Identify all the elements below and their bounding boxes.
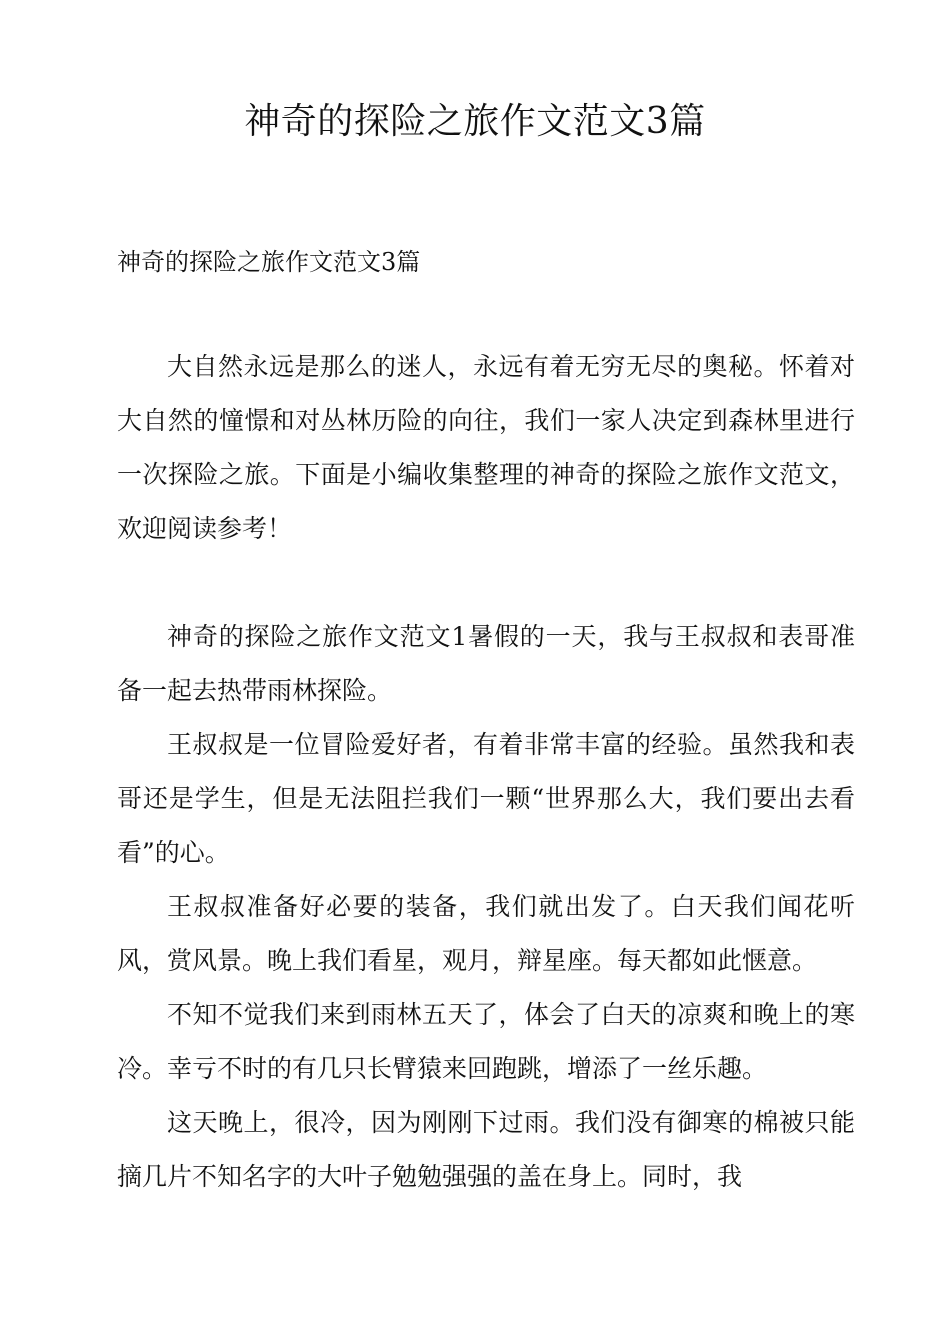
paragraph-intro: 大自然永远是那么的迷人，永远有着无穷无尽的奥秘。怀着对大自然的憧憬和对丛林历险的向往，我们一家人决定到森林里进行一次探险之旅。下面是小编收集整理的神奇的探险之旅作文范文，欢迎阅读参考！ xyxy=(117,352,855,543)
paragraph-5: 这天晚上，很冷，因为刚刚下过雨。我们没有御寒的棉被只能摘几片不知名字的大叶子勉勉强强的盖在身上。同时，我 xyxy=(117,1108,855,1191)
document-subtitle: 神奇的探险之旅作文范文3篇 xyxy=(117,248,421,276)
paragraph-2: 王叔叔是一位冒险爱好者，有着非常丰富的经验。虽然我和表哥还是学生，但是无法阻拦我们一颗“世界那么大，我们要出去看看”的心。 xyxy=(117,730,855,867)
paragraph-4: 不知不觉我们来到雨林五天了，体会了白天的凉爽和晚上的寒冷。幸亏不时的有几只长臂猿来回跑跳，增添了一丝乐趣。 xyxy=(117,1000,855,1083)
paragraph-1: 神奇的探险之旅作文范文1暑假的一天，我与王叔叔和表哥准备一起去热带雨林探险。 xyxy=(117,622,855,705)
document-title: 神奇的探险之旅作文范文3篇 xyxy=(244,101,706,142)
paragraph-3: 王叔叔准备好必要的装备，我们就出发了。白天我们闻花听风，赏风景。晚上我们看星，观月，辩星座。每天都如此惬意。 xyxy=(117,892,855,975)
document-body xyxy=(117,340,855,1204)
